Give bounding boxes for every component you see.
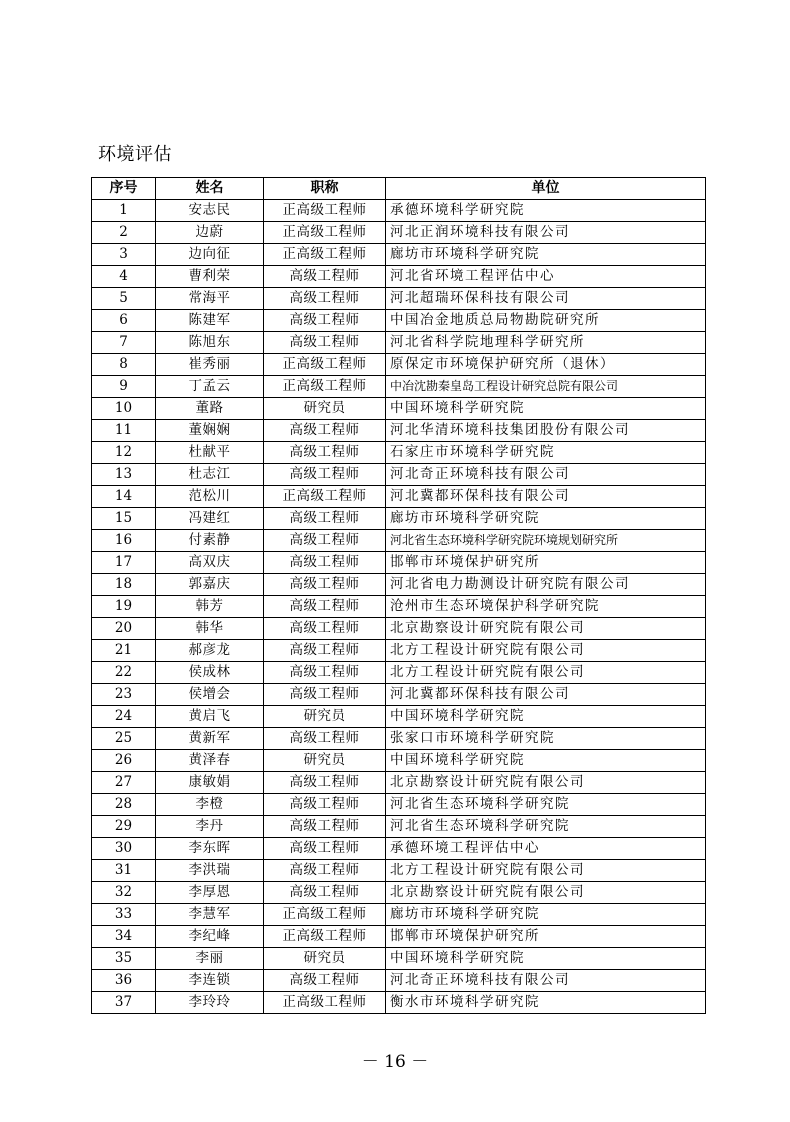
- row-name: 李洪瑞: [156, 860, 264, 882]
- row-title: 正高级工程师: [264, 244, 386, 266]
- row-name: 黄泽春: [156, 750, 264, 772]
- row-number: 35: [92, 948, 156, 970]
- row-organization: 北方工程设计研究院有限公司: [386, 662, 706, 684]
- row-organization: 北京勘察设计研究院有限公司: [386, 618, 706, 640]
- row-number: 14: [92, 486, 156, 508]
- table-row: [92, 442, 706, 464]
- row-title: 高级工程师: [264, 332, 386, 354]
- row-name: 黄启飞: [156, 706, 264, 728]
- row-name: 曹利荣: [156, 266, 264, 288]
- row-number: 34: [92, 926, 156, 948]
- row-organization: 河北超瑞环保科技有限公司: [386, 288, 706, 310]
- table-row: [92, 222, 706, 244]
- row-title: 高级工程师: [264, 552, 386, 574]
- table-row: [92, 750, 706, 772]
- row-organization: 衡水市环境科学研究院: [386, 992, 706, 1014]
- row-number: 1: [92, 200, 156, 222]
- table-row: [92, 926, 706, 948]
- row-number: 31: [92, 860, 156, 882]
- table-row: [92, 574, 706, 596]
- row-number: 7: [92, 332, 156, 354]
- row-number: 5: [92, 288, 156, 310]
- row-organization: 河北省环境工程评估中心: [386, 266, 706, 288]
- row-organization: 中国冶金地质总局物勘院研究所: [386, 310, 706, 332]
- table-row: [92, 552, 706, 574]
- row-organization: 承德环境科学研究院: [386, 200, 706, 222]
- row-name: 边向征: [156, 244, 264, 266]
- row-title: 研究员: [264, 948, 386, 970]
- table-row: [92, 640, 706, 662]
- row-number: 11: [92, 420, 156, 442]
- table-row: [92, 332, 706, 354]
- row-name: 董娴娴: [156, 420, 264, 442]
- row-name: 高双庆: [156, 552, 264, 574]
- row-name: 李东晖: [156, 838, 264, 860]
- table-row: [92, 310, 706, 332]
- row-organization: 北京勘察设计研究院有限公司: [386, 772, 706, 794]
- row-number: 19: [92, 596, 156, 618]
- row-number: 18: [92, 574, 156, 596]
- table-row: [92, 288, 706, 310]
- row-title: 高级工程师: [264, 420, 386, 442]
- row-name: 范松川: [156, 486, 264, 508]
- row-number: 8: [92, 354, 156, 376]
- row-name: 李慧军: [156, 904, 264, 926]
- row-organization: 中国环境科学研究院: [386, 398, 706, 420]
- table-row: [92, 508, 706, 530]
- table-row: [92, 992, 706, 1014]
- row-number: 17: [92, 552, 156, 574]
- row-name: 崔秀丽: [156, 354, 264, 376]
- table-row: [92, 706, 706, 728]
- row-name: 冯建红: [156, 508, 264, 530]
- row-title: 高级工程师: [264, 266, 386, 288]
- row-name: 侯增会: [156, 684, 264, 706]
- table-row: [92, 530, 706, 552]
- row-number: 32: [92, 882, 156, 904]
- row-organization: 河北省电力勘测设计研究院有限公司: [386, 574, 706, 596]
- row-name: 李连锁: [156, 970, 264, 992]
- row-title: 正高级工程师: [264, 926, 386, 948]
- page-number: － 16 －: [361, 1052, 429, 1072]
- row-name: 边蔚: [156, 222, 264, 244]
- header-title: 职称: [264, 178, 386, 200]
- row-title: 研究员: [264, 750, 386, 772]
- row-name: 康敏娟: [156, 772, 264, 794]
- row-number: 26: [92, 750, 156, 772]
- expert-roster-table: [91, 177, 706, 1014]
- row-name: 李玲玲: [156, 992, 264, 1014]
- row-title: 高级工程师: [264, 728, 386, 750]
- row-organization: 中国环境科学研究院: [386, 706, 706, 728]
- table-row: [92, 772, 706, 794]
- header-organization: 单位: [386, 178, 706, 200]
- row-organization: 邯郸市环境保护研究所: [386, 926, 706, 948]
- row-number: 6: [92, 310, 156, 332]
- row-name: 郝彦龙: [156, 640, 264, 662]
- table-row: [92, 860, 706, 882]
- row-organization: 廊坊市环境科学研究院: [386, 508, 706, 530]
- section-title: 环境评估: [98, 144, 172, 165]
- row-title: 高级工程师: [264, 508, 386, 530]
- row-number: 13: [92, 464, 156, 486]
- row-name: 韩芳: [156, 596, 264, 618]
- table-row: [92, 464, 706, 486]
- row-title: 高级工程师: [264, 772, 386, 794]
- row-number: 37: [92, 992, 156, 1014]
- row-number: 24: [92, 706, 156, 728]
- row-organization: 石家庄市环境科学研究院: [386, 442, 706, 464]
- row-number: 23: [92, 684, 156, 706]
- row-organization: 河北冀都环保科技有限公司: [386, 486, 706, 508]
- row-name: 付素静: [156, 530, 264, 552]
- row-organization: 承德环境工程评估中心: [386, 838, 706, 860]
- row-name: 陈建军: [156, 310, 264, 332]
- table-row: [92, 354, 706, 376]
- row-organization: 北京勘察设计研究院有限公司: [386, 882, 706, 904]
- table-row: [92, 948, 706, 970]
- row-organization: 中国环境科学研究院: [386, 750, 706, 772]
- row-number: 10: [92, 398, 156, 420]
- row-title: 正高级工程师: [264, 486, 386, 508]
- row-title: 研究员: [264, 398, 386, 420]
- row-organization: 河北省科学院地理科学研究所: [386, 332, 706, 354]
- row-name: 李丹: [156, 816, 264, 838]
- row-number: 33: [92, 904, 156, 926]
- row-number: 3: [92, 244, 156, 266]
- row-title: 正高级工程师: [264, 222, 386, 244]
- row-organization: 河北正润环境科技有限公司: [386, 222, 706, 244]
- table-row: [92, 882, 706, 904]
- table-row: [92, 794, 706, 816]
- row-name: 黄新军: [156, 728, 264, 750]
- row-organization: 邯郸市环境保护研究所: [386, 552, 706, 574]
- row-number: 2: [92, 222, 156, 244]
- row-title: 高级工程师: [264, 596, 386, 618]
- row-title: 高级工程师: [264, 816, 386, 838]
- table-row: [92, 596, 706, 618]
- row-organization: 北方工程设计研究院有限公司: [386, 860, 706, 882]
- table-row: [92, 904, 706, 926]
- row-title: 高级工程师: [264, 970, 386, 992]
- table-row: [92, 662, 706, 684]
- row-number: 27: [92, 772, 156, 794]
- row-organization: 廊坊市环境科学研究院: [386, 244, 706, 266]
- header-number: 序号: [92, 178, 156, 200]
- row-organization: 廊坊市环境科学研究院: [386, 904, 706, 926]
- row-title: 高级工程师: [264, 640, 386, 662]
- row-title: 高级工程师: [264, 684, 386, 706]
- table-row: [92, 398, 706, 420]
- row-name: 李丽: [156, 948, 264, 970]
- row-organization: 河北华清环境科技集团股份有限公司: [386, 420, 706, 442]
- row-title: 正高级工程师: [264, 354, 386, 376]
- table-row: [92, 618, 706, 640]
- table-row: [92, 486, 706, 508]
- row-name: 韩华: [156, 618, 264, 640]
- row-number: 30: [92, 838, 156, 860]
- row-name: 郭嘉庆: [156, 574, 264, 596]
- table-header-row: [92, 178, 706, 200]
- row-number: 9: [92, 376, 156, 398]
- row-title: 研究员: [264, 706, 386, 728]
- table-row: [92, 970, 706, 992]
- table-body: [92, 200, 706, 1014]
- row-title: 高级工程师: [264, 310, 386, 332]
- row-title: 正高级工程师: [264, 992, 386, 1014]
- row-number: 12: [92, 442, 156, 464]
- row-title: 正高级工程师: [264, 904, 386, 926]
- row-title: 高级工程师: [264, 882, 386, 904]
- table-row: [92, 728, 706, 750]
- row-organization: 中国环境科学研究院: [386, 948, 706, 970]
- row-number: 21: [92, 640, 156, 662]
- row-title: 高级工程师: [264, 530, 386, 552]
- table-row: [92, 376, 706, 398]
- row-number: 16: [92, 530, 156, 552]
- row-organization: 河北奇正环境科技有限公司: [386, 970, 706, 992]
- row-number: 15: [92, 508, 156, 530]
- row-title: 高级工程师: [264, 442, 386, 464]
- row-name: 杜献平: [156, 442, 264, 464]
- row-title: 高级工程师: [264, 288, 386, 310]
- row-name: 李厚恩: [156, 882, 264, 904]
- table-row: [92, 200, 706, 222]
- row-title: 高级工程师: [264, 464, 386, 486]
- table-row: [92, 838, 706, 860]
- row-title: 高级工程师: [264, 618, 386, 640]
- row-number: 29: [92, 816, 156, 838]
- table-row: [92, 684, 706, 706]
- row-organization: 河北省生态环境科学研究院: [386, 794, 706, 816]
- row-number: 20: [92, 618, 156, 640]
- row-organization: 河北奇正环境科技有限公司: [386, 464, 706, 486]
- row-title: 高级工程师: [264, 662, 386, 684]
- row-organization: 沧州市生态环境保护科学研究院: [386, 596, 706, 618]
- row-organization: 中冶沈勘秦皇岛工程设计研究总院有限公司: [386, 376, 706, 398]
- table-row: [92, 816, 706, 838]
- row-name: 侯成林: [156, 662, 264, 684]
- row-name: 李橙: [156, 794, 264, 816]
- row-number: 25: [92, 728, 156, 750]
- row-title: 高级工程师: [264, 794, 386, 816]
- row-number: 36: [92, 970, 156, 992]
- row-organization: 原保定市环境保护研究所（退休）: [386, 354, 706, 376]
- row-organization: 河北冀都环保科技有限公司: [386, 684, 706, 706]
- row-name: 李纪峰: [156, 926, 264, 948]
- row-number: 22: [92, 662, 156, 684]
- row-name: 安志民: [156, 200, 264, 222]
- row-name: 丁孟云: [156, 376, 264, 398]
- row-organization: 北方工程设计研究院有限公司: [386, 640, 706, 662]
- row-number: 28: [92, 794, 156, 816]
- row-name: 董路: [156, 398, 264, 420]
- row-title: 正高级工程师: [264, 376, 386, 398]
- header-name: 姓名: [156, 178, 264, 200]
- row-title: 高级工程师: [264, 838, 386, 860]
- row-name: 常海平: [156, 288, 264, 310]
- row-title: 高级工程师: [264, 860, 386, 882]
- row-organization: 河北省生态环境科学研究院: [386, 816, 706, 838]
- row-number: 4: [92, 266, 156, 288]
- row-name: 杜志江: [156, 464, 264, 486]
- row-organization: 河北省生态环境科学研究院环境规划研究所: [386, 530, 706, 552]
- row-organization: 张家口市环境科学研究院: [386, 728, 706, 750]
- row-name: 陈旭东: [156, 332, 264, 354]
- table-row: [92, 420, 706, 442]
- table-row: [92, 244, 706, 266]
- row-title: 高级工程师: [264, 574, 386, 596]
- table-row: [92, 266, 706, 288]
- row-title: 正高级工程师: [264, 200, 386, 222]
